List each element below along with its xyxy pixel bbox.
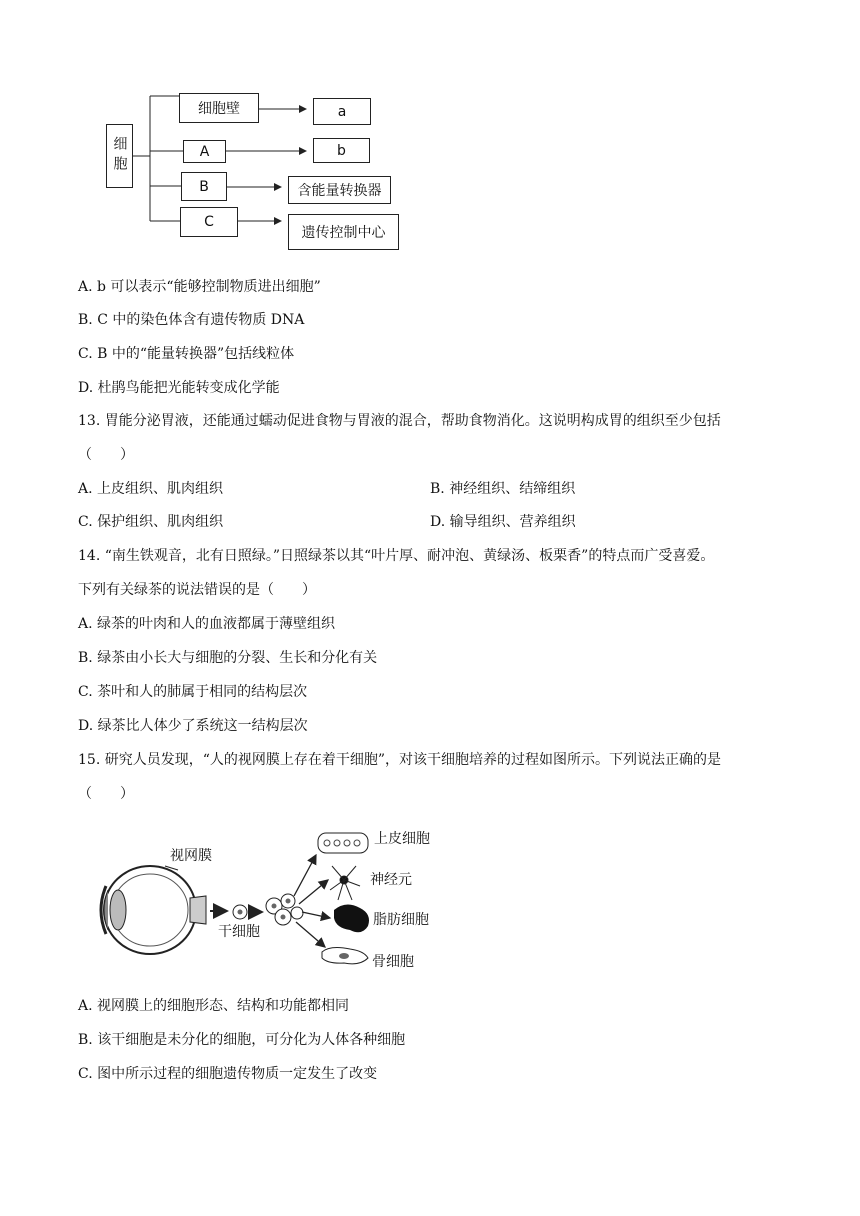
q14-option-d: D. 绿茶比人体少了系统这一结构层次 (78, 718, 308, 734)
retina-label: 视网膜 (170, 848, 212, 864)
bone-cell-label: 骨细胞 (372, 954, 414, 970)
node-cell-wall: 细胞壁 (179, 93, 259, 123)
epithelial-cell-label: 上皮细胞 (374, 831, 430, 847)
q13-option-a: A. 上皮组织、肌肉组织 (78, 481, 224, 497)
q12-option-d: D. 杜鹃鸟能把光能转变成化学能 (78, 380, 280, 396)
fat-cell-label: 脂肪细胞 (373, 912, 429, 928)
q13-option-b: B. 神经组织、结缔组织 (430, 481, 576, 497)
q15-stem-paren: （ ） (78, 786, 134, 802)
q13-stem: 13. 胃能分泌胃液，还能通过蠕动促进食物与胃液的混合，帮助食物消化。这说明构成胃的组织至少包括 (78, 413, 721, 429)
q14-option-a: A. 绿茶的叶肉和人的血液都属于薄壁组织 (78, 616, 336, 632)
stem-cell-cluster-icon (266, 894, 303, 925)
epithelial-cell-icon (318, 833, 368, 853)
stem-cell-label: 干细胞 (218, 924, 260, 940)
func-a: a (313, 98, 371, 125)
q12-option-a: A. b 可以表示“能够控制物质进出细胞” (78, 279, 321, 295)
q13-option-d: D. 输导组织、营养组织 (430, 514, 576, 530)
fat-cell-icon (334, 904, 369, 932)
q12-option-b: B. C 中的染色体含有遗传物质 DNA (78, 312, 305, 328)
q14-option-c: C. 茶叶和人的肺属于相同的结构层次 (78, 684, 308, 700)
eye-icon (101, 866, 206, 954)
root-node-cell: 细胞 (106, 124, 133, 188)
q12-option-c: C. B 中的“能量转换器”包括线粒体 (78, 346, 295, 362)
neuron-label: 神经元 (370, 872, 412, 888)
q13-stem-paren: （ ） (78, 447, 134, 463)
q15-stem: 15. 研究人员发现，“人的视网膜上存在着干细胞”，对该干细胞培养的过程如图所示。下列说法正确的是 (78, 752, 722, 768)
q15-option-c: C. 图中所示过程的细胞遗传物质一定发生了改变 (78, 1066, 378, 1082)
q14-option-b: B. 绿茶由小长大与细胞的分裂、生长和分化有关 (78, 650, 378, 666)
node-C: C (180, 207, 238, 237)
q15-option-a: A. 视网膜上的细胞形态、结构和功能都相同 (78, 998, 350, 1014)
q14-stem-line2: 下列有关绿茶的说法错误的是（ ） (78, 582, 316, 598)
bone-cell-icon (322, 948, 368, 964)
node-A: A (183, 140, 226, 163)
neuron-icon (330, 866, 360, 900)
q15-option-b: B. 该干细胞是未分化的细胞，可分化为人体各种细胞 (78, 1032, 406, 1048)
func-b: b (313, 138, 370, 163)
func-genetic-control-center: 遗传控制中心 (288, 214, 399, 250)
func-energy-converter: 含能量转换器 (288, 176, 391, 204)
node-B: B (181, 172, 227, 201)
q13-option-c: C. 保护组织、肌肉组织 (78, 514, 224, 530)
q14-stem: 14. “南生铁观音，北有日照绿。”日照绿茶以其“叶片厚、耐冲泡、黄绿汤、板栗香”的特点而广受喜爱。 (78, 548, 715, 564)
